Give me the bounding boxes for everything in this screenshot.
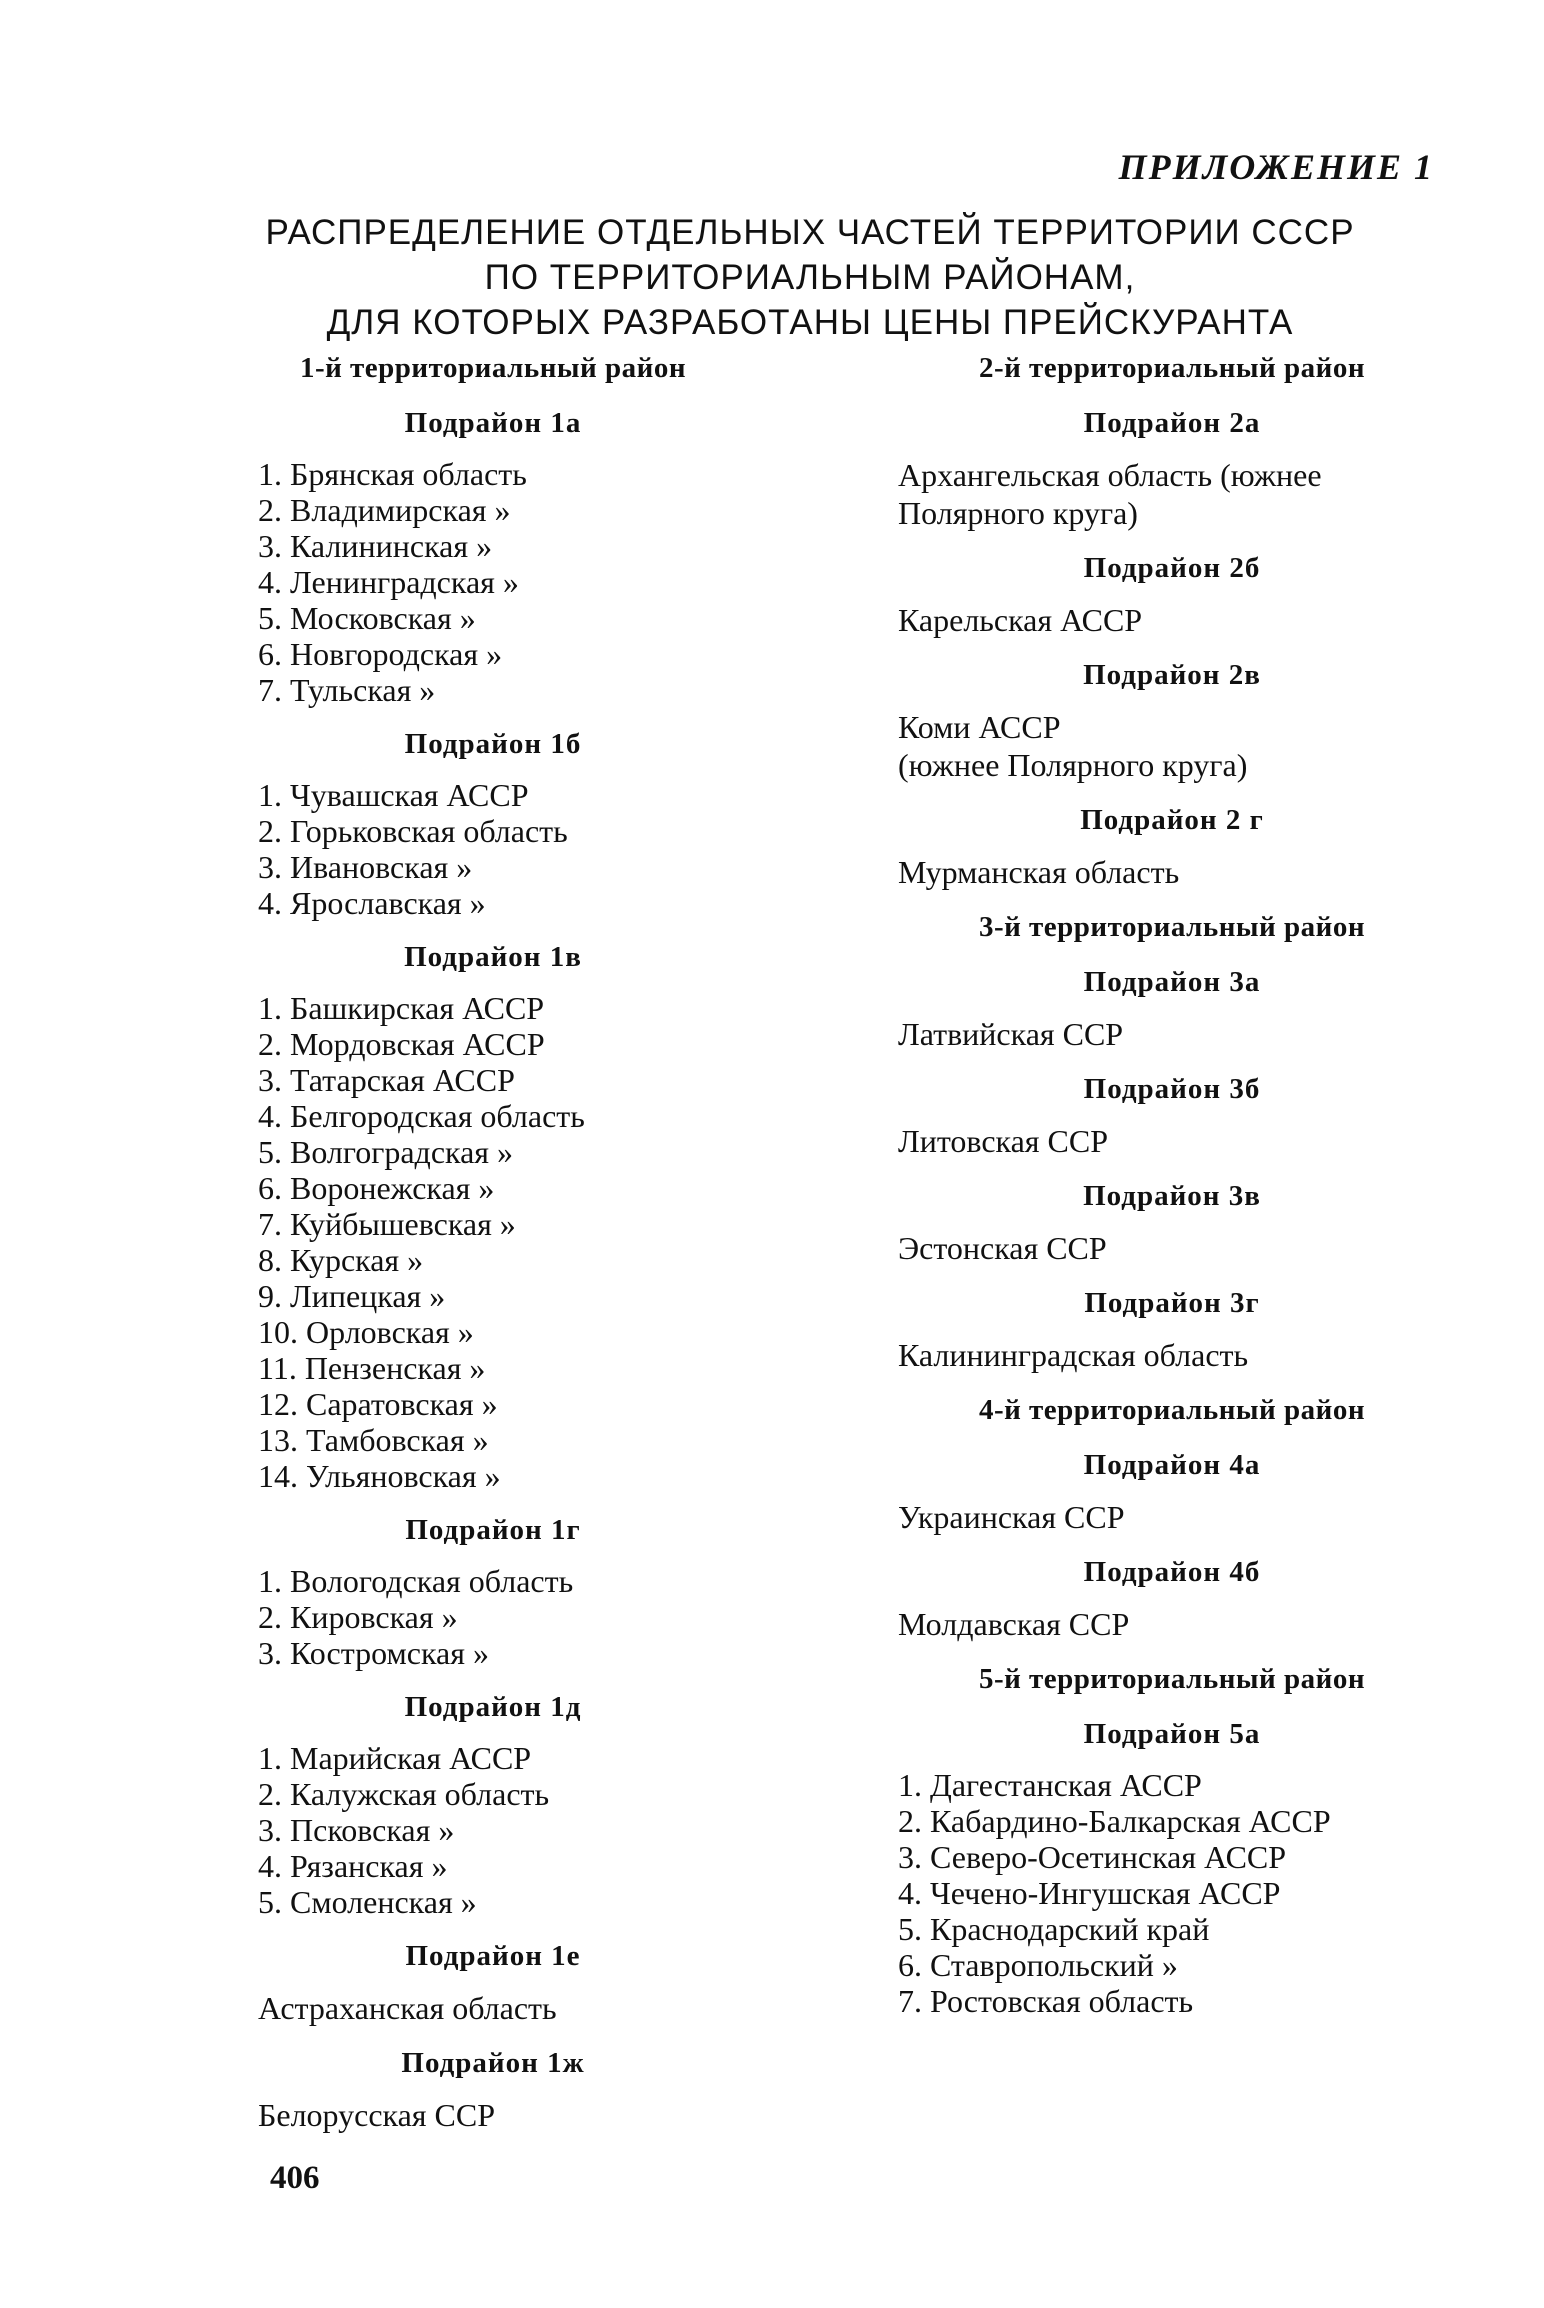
list-item: 2. Кабардино-Балкарская АССР [898,1803,1331,1839]
subdistrict-heading: Подрайон 3а [1083,966,1261,998]
list-item: 3. Калининская » [258,528,493,564]
list-item: 2. Владимирская » [258,492,511,528]
region-text: Коми АССР (южнее Полярного круга) [898,709,1248,783]
subdistrict-heading: Подрайон 1а [404,407,582,439]
left-column [258,352,728,2154]
list-item: 2. Мордовская АССР [258,1026,545,1062]
list-item: 1. Брянская область [258,456,527,492]
list-item: 3. Ивановская » [258,849,473,885]
list-item: 1. Марийская АССР [258,1740,532,1776]
district-heading: 1-й территориальный район [299,352,687,384]
list-item: 2. Горьковская область [258,813,568,849]
subdistrict-heading: Подрайон 1д [404,1691,582,1723]
right-column [898,352,1446,2039]
region-text: Молдавская ССР [898,1606,1130,1642]
subdistrict-heading: Подрайон 1в [404,941,582,973]
list-item: 5. Краснодарский край [898,1911,1210,1947]
region-text: Калининградская область [898,1337,1249,1373]
list-item: 7. Ростовская область [898,1983,1194,2019]
page-number: 406 [270,2160,320,2196]
list-item: 5. Волгоградская » [258,1134,514,1170]
region-text: Карельская АССР [898,602,1143,638]
list-item: 1. Чувашская АССР [258,777,529,813]
subdistrict-heading: Подрайон 2а [1083,407,1261,439]
list-item: 6. Новгородская » [258,636,503,672]
list-item: 7. Тульская » [258,672,436,708]
list-item: 4. Ленинградская » [258,564,519,600]
list-item: 3. Костромская » [258,1635,489,1671]
district-heading: 4-й территориальный район [978,1394,1366,1426]
list-item: 1. Башкирская АССР [258,990,545,1026]
list-item: 1. Дагестанская АССР [898,1767,1202,1803]
list-item: 12. Саратовская » [258,1386,498,1422]
title-line: РАСПРЕДЕЛЕНИЕ ОТДЕЛЬНЫХ ЧАСТЕЙ ТЕРРИТОРИИ СССР [265,213,1355,252]
region-text: Мурманская область [898,854,1180,890]
district-heading: 5-й территориальный район [978,1663,1366,1695]
list-item: 13. Тамбовская » [258,1422,489,1458]
region-text: Литовская ССР [898,1123,1108,1159]
region-list [258,777,728,921]
region-list [258,990,728,1494]
list-item: 4. Белгородская область [258,1098,585,1134]
region-text: Украинская ССР [898,1499,1125,1535]
list-item: 5. Московская » [258,600,476,636]
list-item: 1. Вологодская область [258,1563,574,1599]
region-text: Латвийская ССР [898,1016,1124,1052]
list-item: 3. Татарская АССР [258,1062,515,1098]
region-list [258,1563,728,1671]
subdistrict-heading: Подрайон 1ж [401,2047,585,2079]
list-item: 3. Северо-Осетинская АССР [898,1839,1287,1875]
list-item: 4. Рязанская » [258,1848,448,1884]
list-item: 6. Ставропольский » [898,1947,1178,1983]
district-heading: 2-й территориальный район [978,352,1366,384]
subdistrict-heading: Подрайон 3г [1084,1287,1260,1319]
subdistrict-heading: Подрайон 4б [1083,1556,1261,1588]
list-item: 7. Куйбышевская » [258,1206,516,1242]
region-list [898,1767,1446,2019]
subdistrict-heading: Подрайон 2 г [1080,804,1264,836]
appendix-label: ПРИЛОЖЕНИЕ 1 [1118,147,1434,187]
region-list [258,1740,728,1920]
region-text: Эстонская ССР [898,1230,1107,1266]
region-text: Архангельская область (южнее Полярного круга) [898,457,1322,531]
title-line: ПО ТЕРРИТОРИАЛЬНЫМ РАЙОНАМ, [484,258,1136,297]
subdistrict-heading: Подрайон 5а [1083,1718,1261,1750]
subdistrict-heading: Подрайон 1г [405,1514,581,1546]
region-text: Белорусская ССР [258,2097,495,2133]
list-item: 6. Воронежская » [258,1170,495,1206]
title-line: ДЛЯ КОТОРЫХ РАЗРАБОТАНЫ ЦЕНЫ ПРЕЙСКУРАНТА [326,303,1294,342]
list-item: 4. Чечено-Ингушская АССР [898,1875,1281,1911]
list-item: 4. Ярославская » [258,885,486,921]
list-item: 3. Псковская » [258,1812,455,1848]
list-item: 8. Курская » [258,1242,424,1278]
region-list [258,456,728,708]
list-item: 14. Ульяновская » [258,1458,501,1494]
list-item: 2. Калужская область [258,1776,550,1812]
region-text: Астраханская область [258,1990,557,2026]
list-item: 5. Смоленская » [258,1884,477,1920]
subdistrict-heading: Подрайон 2б [1083,552,1261,584]
subdistrict-heading: Подрайон 3в [1083,1180,1261,1212]
subdistrict-heading: Подрайон 4а [1083,1449,1261,1481]
subdistrict-heading: Подрайон 3б [1083,1073,1261,1105]
subdistrict-heading: Подрайон 1б [404,728,582,760]
page-title [200,210,1420,345]
list-item: 10. Орловская » [258,1314,474,1350]
list-item: 11. Пензенская » [258,1350,486,1386]
district-heading: 3-й территориальный район [978,911,1366,943]
subdistrict-heading: Подрайон 1е [405,1940,581,1972]
list-item: 9. Липецкая » [258,1278,446,1314]
list-item: 2. Кировская » [258,1599,458,1635]
subdistrict-heading: Подрайон 2в [1083,659,1261,691]
